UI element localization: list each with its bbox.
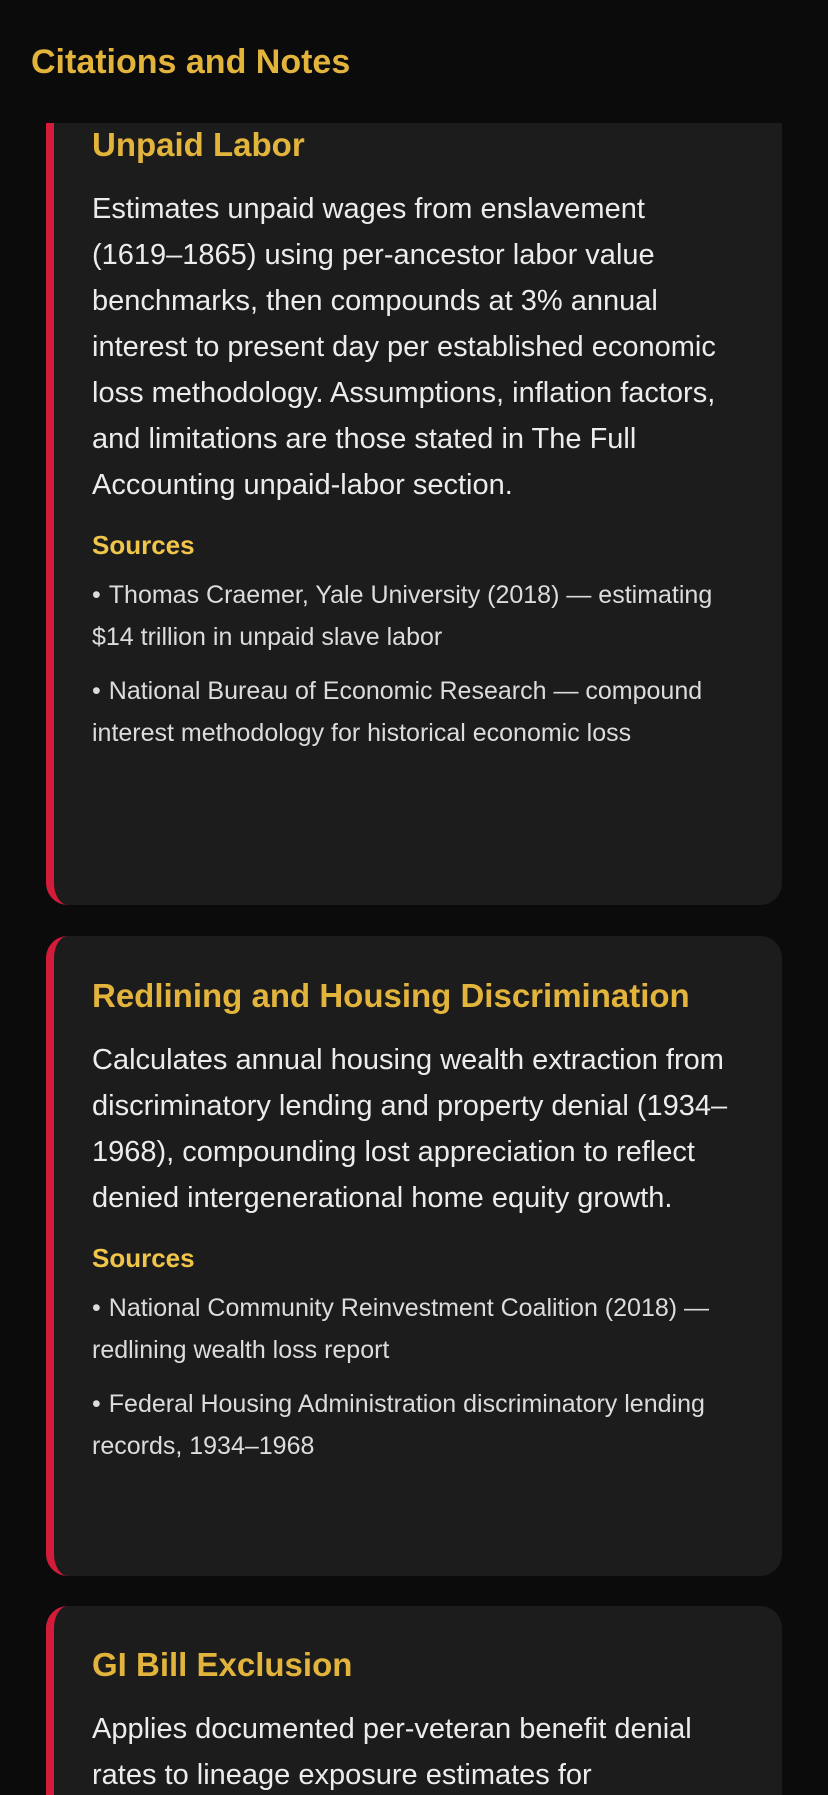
card-description: Estimates unpaid wages from enslavement (1619–1865) using per-ancestor labor value benchmarks, then compounds at 3% annual interest to present day per established economic loss methodology. Assumptions, inflation factors, and limitations are those stated in The Full Accounting unpaid-labor section.	[92, 193, 716, 501]
page-header	[0, 0, 828, 123]
source-list	[92, 574, 732, 754]
citations-scroll-container[interactable]	[0, 123, 828, 1795]
sources-heading: Sources	[92, 1243, 195, 1273]
source-text: Federal Housing Administration discriminatory lending records, 1934–1968	[92, 1390, 705, 1460]
source-list	[92, 1287, 732, 1467]
card-title: Redlining and Housing Discrimination	[92, 977, 690, 1014]
page-title: Citations and Notes	[31, 43, 351, 81]
source-item	[92, 1383, 732, 1467]
card-description: Applies documented per-veteran benefit denial rates to lineage exposure estimates for	[92, 1713, 692, 1791]
card-title: Unpaid Labor	[92, 126, 305, 163]
bullet-icon: •	[92, 1294, 101, 1322]
card-title: GI Bill Exclusion	[92, 1646, 353, 1683]
bullet-icon: •	[92, 1390, 101, 1418]
source-text: National Community Reinvestment Coalition (2018) — redlining wealth loss report	[92, 1294, 710, 1364]
source-item	[92, 670, 732, 754]
source-text: National Bureau of Economic Research — compound interest methodology for historical economic loss	[92, 677, 703, 747]
bullet-icon: •	[92, 581, 101, 609]
citation-card-redlining	[46, 936, 782, 1576]
citation-card-gi-bill	[46, 1606, 782, 1795]
sources-heading: Sources	[92, 530, 195, 560]
citation-card-unpaid-labor	[46, 123, 782, 905]
source-item	[92, 1287, 732, 1371]
source-text: Thomas Craemer, Yale University (2018) — estimating $14 trillion in unpaid slave labor	[92, 581, 713, 651]
bullet-icon: •	[92, 677, 101, 705]
card-description: Calculates annual housing wealth extraction from discriminatory lending and property denial (1934–1968), compounding lost appreciation to reflect denied intergenerational home equity growth.	[92, 1044, 728, 1214]
source-item	[92, 574, 732, 658]
